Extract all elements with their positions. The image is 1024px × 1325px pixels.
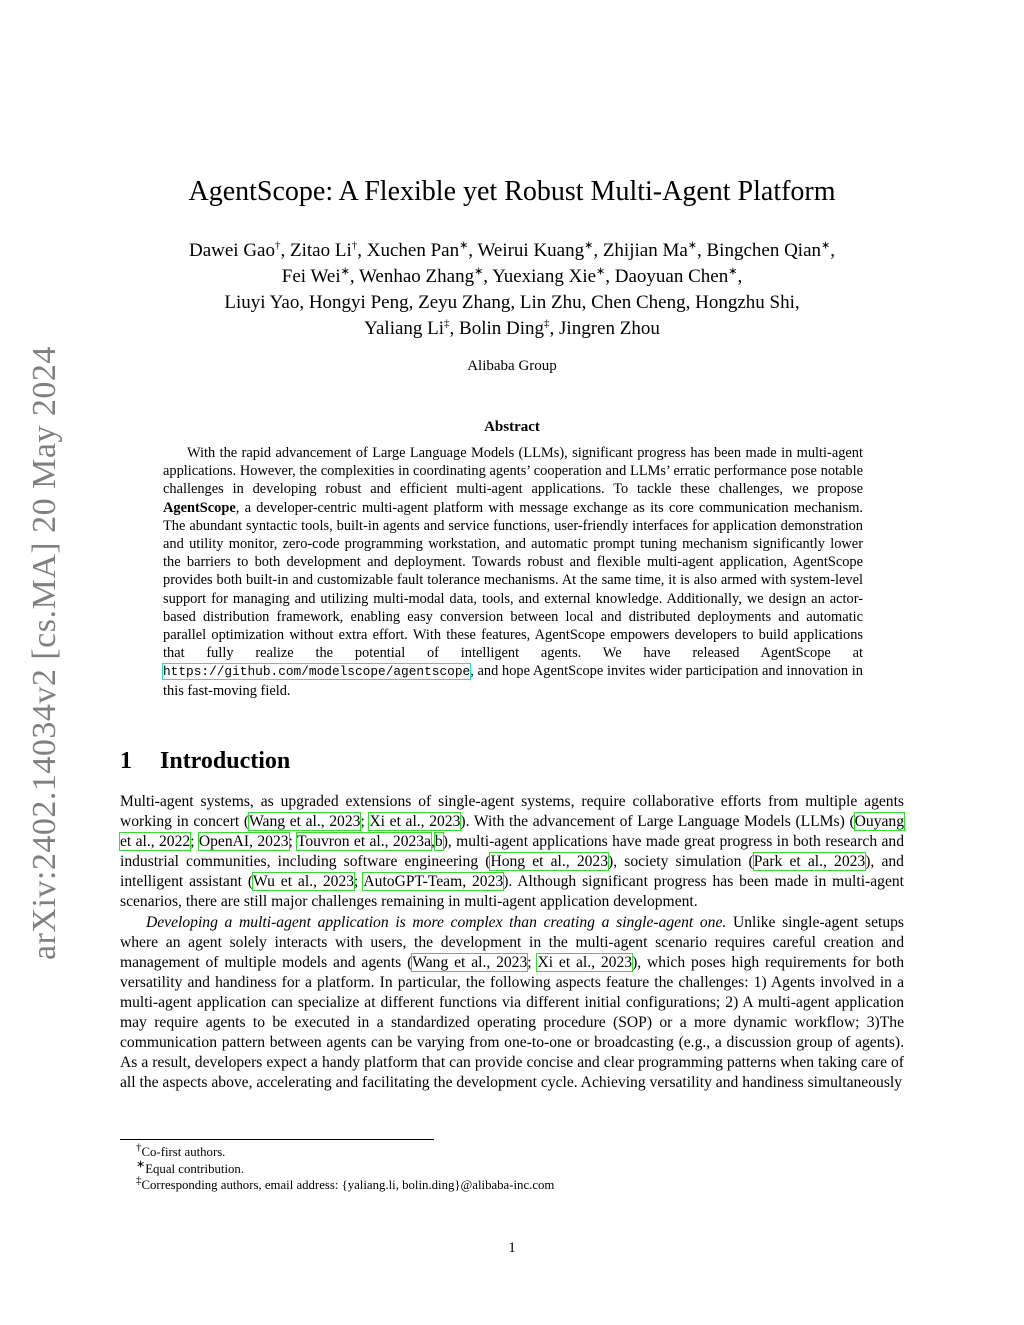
citation-link[interactable]: Touvron et al., 2023a (296, 833, 432, 851)
section-title: Introduction (160, 748, 291, 774)
page-number: 1 (508, 1240, 516, 1256)
abstract-part-3: , and hope AgentScope invites wider participation and innovation in this fast-moving field. (163, 663, 863, 699)
author-affiliation-mark: ∗ (596, 265, 606, 278)
text-run: ). With the advancement of Large Language Models (LLMs) ( (460, 813, 855, 831)
introduction-body (120, 792, 904, 1093)
arxiv-identifier: arXiv:2402.14034v2 [cs.MA] 20 May 2024 (26, 346, 63, 960)
author-line-4: Yaliang Li‡, Bolin Ding‡, Jingren Zhou (364, 317, 660, 339)
author-affiliation-mark: † (275, 239, 281, 252)
author-name: Bingchen Qian∗ (706, 239, 831, 261)
author-name: Yuexiang Xie∗ (492, 265, 606, 287)
italic-lead-sentence: Developing a multi-agent application is more complex than creating a single-agent one. (146, 913, 727, 931)
author-name: Yaliang Li‡ (364, 317, 450, 339)
author-affiliation-mark: † (351, 239, 358, 252)
intro-paragraph-2 (120, 913, 904, 1094)
author-name: Daoyuan Chen∗ (614, 265, 738, 287)
abstract-heading: Abstract (484, 419, 540, 435)
citation-link[interactable]: Wu et al., 2023 (253, 873, 355, 891)
author-affiliation-mark: ∗ (728, 265, 738, 278)
author-name: Xuchen Pan∗ (366, 239, 469, 261)
author-affiliation-mark: ∗ (474, 265, 484, 278)
footnote-rule (120, 1139, 434, 1140)
citation-link[interactable]: Hong et al., 2023 (490, 853, 609, 871)
text-run: Unlike single-agent setups where an agent solely interacts with users, the development in the multi-agent scenario requires careful creation and management of multiple models and agents ( (120, 913, 904, 971)
abstract-text (163, 444, 863, 700)
footnote-text: Corresponding authors, email address: {yaliang.li, bolin.ding}@alibaba-inc.com (141, 1178, 555, 1193)
text-run: ; (527, 953, 538, 971)
text-run: ). Although significant progress has been made in multi-agent scenarios, there are still major challenges remaining in multi-agent application development. (120, 873, 905, 911)
footnote-co-first (136, 1141, 896, 1161)
affiliation: Alibaba Group (467, 358, 557, 374)
footnote-corresponding (136, 1174, 896, 1194)
author-name: Jingren Zhou (559, 318, 660, 339)
citation-link[interactable]: Xi et al., 2023 (369, 813, 461, 831)
author-name: Dawei Gao† (189, 239, 281, 261)
text-run: ), multi-agent applications have made great progress in both research and industrial communities, including software engineering ( (120, 833, 904, 871)
author-affiliation-mark: ∗ (687, 239, 697, 252)
author-line-1: Dawei Gao†, Zitao Li†, Xuchen Pan∗, Weirui Kuang∗, Zhijian Ma∗, Bingchen Qian∗, (189, 239, 835, 261)
author-affiliation-mark: ∗ (340, 265, 350, 278)
footnote-mark: ‡ (136, 1174, 142, 1187)
citation-link[interactable]: OpenAI, 2023 (198, 833, 289, 851)
author-line-2: Fei Wei∗, Wenhao Zhang∗, Yuexiang Xie∗, Daoyuan Chen∗, (281, 265, 743, 287)
text-run: Multi-agent systems, as upgraded extensions of single-agent systems, require collaborative efforts from multiple agents working in concert ( (120, 793, 904, 831)
author-affiliation-mark: ∗ (584, 239, 594, 252)
text-run: ; (354, 873, 364, 891)
author-line-3: Liuyi Yao, Hongyi Peng, Zeyu Zhang, Lin Zhu, Chen Cheng, Hongzhu Shi, (224, 292, 800, 313)
author-name: Bolin Ding‡ (459, 317, 550, 339)
text-run: ), society simulation ( (608, 853, 754, 871)
footnotes (136, 1141, 896, 1194)
citation-link[interactable]: Wang et al., 2023 (249, 813, 361, 831)
text-run: , (431, 833, 435, 851)
abstract-bold-name: AgentScope (163, 499, 236, 516)
abstract-part-1: With the rapid advancement of Large Language Models (LLMs), significant progress has been made in multi-agent applications. However, the complexities in coordinating agents’ cooperation and LLMs’ erratic performance pose notable challenges in developing robust and efficient multi-agent applications. To tackle these challenges, we propose (163, 445, 863, 498)
citation-link[interactable]: Ouyang et al., 2022 (120, 813, 905, 851)
author-name: Zitao Li† (290, 239, 358, 261)
footnote-mark: † (136, 1141, 142, 1154)
text-run: ; (360, 813, 370, 831)
author-affiliation-mark: ∗ (459, 239, 469, 252)
author-affiliation-mark: ∗ (821, 239, 831, 252)
author-name: Wenhao Zhang∗ (359, 265, 484, 287)
author-list (100, 238, 924, 342)
section-heading (120, 748, 290, 775)
author-name: Fei Wei∗ (281, 265, 350, 287)
citation-link[interactable]: b (434, 833, 443, 851)
text-run: ; (190, 833, 199, 851)
footnote-text: Equal contribution. (145, 1161, 245, 1176)
author-affiliation-mark: ‡ (444, 317, 450, 330)
citation-link[interactable]: Xi et al., 2023 (537, 953, 633, 971)
footnote-mark: ∗ (136, 1158, 146, 1171)
section-number: 1 (120, 748, 132, 774)
citation-link[interactable]: Park et al., 2023 (753, 853, 866, 871)
citation-link[interactable]: Wang et al., 2023 (412, 953, 528, 971)
repository-link[interactable]: https://github.com/modelscope/agentscope (163, 664, 471, 680)
paper-title: AgentScope: A Flexible yet Robust Multi-Agent Platform (188, 176, 836, 207)
citation-link[interactable]: AutoGPT-Team, 2023 (363, 873, 504, 891)
text-run: ), and intelligent assistant ( (120, 853, 904, 891)
abstract-part-2: , a developer-centric multi-agent platform with message exchange as its core communication mechanism. The abundant syntactic tools, built-in agents and service functions, user-friendly interfaces for application demonstration and utility monitor, zero-code programming workstation, and automatic prompt tuning mechanism significantly lower the barriers to both development and deployment. Towards robust and flexible multi-agent application, AgentScope provides both built-in and customizable fault tolerance mechanisms. At the same time, it is also armed with system-level support for managing and utilizing multi-modal data, tools, and external knowledge. Additionally, we design an actor-based distribution framework, enabling easy conversion between local and distributed deployments and automatic parallel optimization without extra effort. With these features, AgentScope empowers developers to build applications that fully realize the potential of intelligent agents. We have released AgentScope at (163, 499, 863, 662)
footnote-equal (136, 1158, 896, 1178)
text-run: ), which poses high requirements for both versatility and handiness for a platform. In particular, the following aspects feature the challenges: 1) Agents involved in a multi-agent application can specialize at different functions via different initial configurations; 2) A multi-agent application may require agents to be executed in a standardized operating procedure (SOP) or a more dynamic workflow; 3)The communication pattern between agents can be varying from one-to-one or broadcasting (e.g., a discussion group of agents). As a result, developers expect a handy platform that can provide concise and clear programming patterns when taking care of all the aspects above, accelerating and facilitating the development cycle. Achieving versatility and handiness simultaneously (120, 953, 905, 1092)
intro-paragraph-1 (120, 792, 904, 913)
author-affiliation-mark: ‡ (544, 317, 550, 330)
author-name: Weirui Kuang∗ (477, 239, 594, 261)
text-run: ; (288, 833, 297, 851)
footnote-text: Co-first authors. (141, 1145, 226, 1159)
author-name: Zhijian Ma∗ (602, 239, 697, 261)
